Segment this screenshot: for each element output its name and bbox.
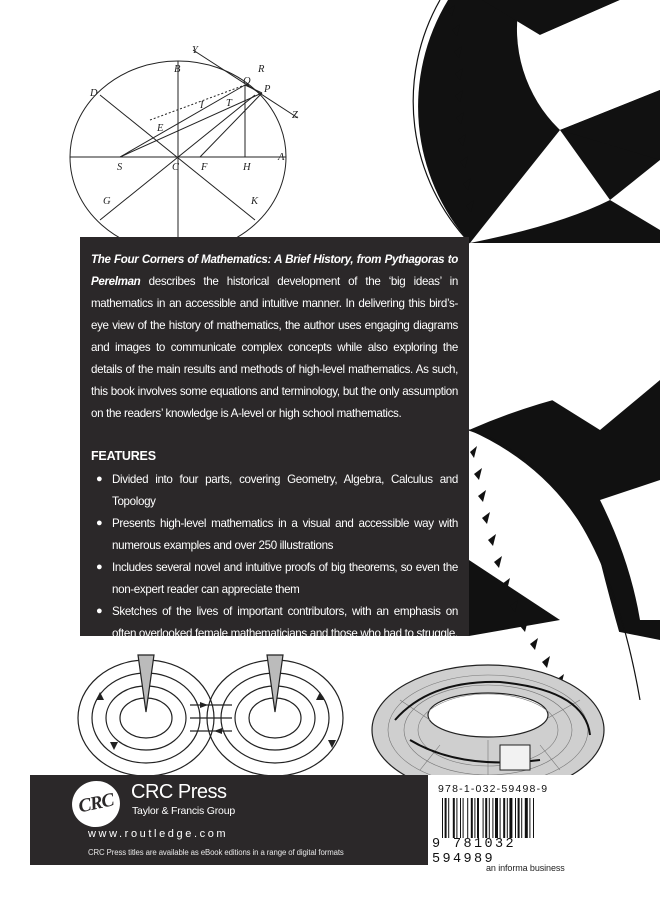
barcode-bar <box>467 798 468 838</box>
barcode-bar <box>500 798 501 838</box>
diagram-label: F <box>201 162 208 173</box>
diagram-label: R <box>258 64 265 75</box>
informa-tagline: an informa business <box>486 863 565 873</box>
barcode-bar <box>471 798 473 838</box>
diagram-label: I <box>200 100 204 111</box>
barcode-bar <box>507 798 508 838</box>
diagram-label: H <box>243 162 251 173</box>
bullet-icon: ● <box>96 517 103 529</box>
barcode-bar <box>509 798 512 838</box>
barcode-bar <box>518 798 520 838</box>
bullet-icon: ● <box>96 605 103 617</box>
barcode-bar <box>442 798 443 838</box>
isbn-barcode <box>428 775 570 867</box>
feature-item <box>91 513 458 556</box>
barcode-bar <box>477 798 479 838</box>
ellipse-diagram <box>70 50 298 253</box>
diagram-label: A <box>278 152 285 163</box>
publisher-name: CRC Press <box>131 781 227 803</box>
barcode-bar <box>529 798 530 838</box>
feature-item <box>91 601 458 644</box>
barcode-bar <box>485 798 487 838</box>
feature-item <box>91 469 458 512</box>
crc-logo <box>68 777 125 832</box>
knot-diagram <box>78 655 343 776</box>
ebook-note: CRC Press titles are available as eBook editions in a range of digital formats <box>88 848 344 857</box>
barcode-bar <box>460 798 461 838</box>
diagram-label: T <box>226 98 232 109</box>
book-description <box>91 249 458 425</box>
barcode-bar <box>445 798 447 838</box>
features-heading: FEATURES <box>91 449 156 463</box>
bullet-icon: ● <box>96 561 103 573</box>
feature-item <box>91 557 458 600</box>
description-text: describes the historical development of the ‘big ideas’ in mathematics in an accessible and intuitive manner. In delivering this bird’s-eye view of the history of mathematics, the author uses engaging diagrams and images to communicate complex concepts while also exploring the details of the main results and methods of high-level mathematics. As such, this book involves some equations and terminology, but the only assumption on the readers’ knowledge is A-level or high school mathematics. <box>91 275 458 420</box>
feature-text: Includes several novel and intuitive proofs of big theorems, so even the non-expert reader can appreciate them <box>112 561 458 596</box>
bullet-icon: ● <box>96 473 103 485</box>
barcode-bar <box>533 798 534 838</box>
diagram-label: K <box>251 196 259 207</box>
features-list <box>91 469 458 644</box>
barcode-bar <box>503 798 505 838</box>
diagram-labels <box>89 45 298 207</box>
diagram-label: G <box>103 196 111 207</box>
feature-text: Divided into four parts, covering Geometry, Algebra, Calculus and Topology <box>112 473 458 508</box>
feature-text: Sketches of the lives of important contributors, with an emphasis on often overlooked female mathematicians and those who had to struggle. <box>112 605 458 640</box>
barcode-bar <box>448 798 449 838</box>
diagram-label: E <box>157 123 164 134</box>
ean-number: 9 781032 594989 <box>432 837 517 867</box>
diagram-label: B <box>174 64 181 75</box>
barcode-bar <box>495 798 498 838</box>
diagram-label: Z <box>292 110 298 121</box>
barcode-bar <box>474 798 475 838</box>
feature-text: Presents high-level mathematics in a visual and accessible way with numerous examples and over 250 illustrations <box>112 517 458 552</box>
barcode-bar <box>483 798 484 838</box>
isbn-number: 978-1-032-59498-9 <box>438 783 549 795</box>
barcode-bar <box>515 798 516 838</box>
barcode-bar <box>525 798 528 838</box>
barcode-bar <box>492 798 493 838</box>
barcode-bar <box>489 798 490 838</box>
diagram-label: P <box>264 84 271 95</box>
diagram-label: Y <box>192 45 198 56</box>
barcode-bar <box>453 798 455 838</box>
diagram-label: S <box>117 162 123 173</box>
description-panel <box>80 237 469 640</box>
diagram-label: Q <box>243 76 251 87</box>
publisher-group: Taylor & Francis Group <box>132 805 235 817</box>
barcode-bar <box>521 798 522 838</box>
publisher-url[interactable]: www.routledge.com <box>88 828 229 840</box>
barcode-bar <box>463 798 464 838</box>
logo-text: CRC <box>76 789 116 818</box>
barcode-bars <box>442 798 560 838</box>
barcode-bar <box>456 798 457 838</box>
publisher-footer <box>30 775 428 865</box>
book-title: The Four Corners of Mathematics: A Brief History, from Pythagoras to Perelman <box>91 253 458 288</box>
diagram-label: C <box>172 162 180 173</box>
diagram-label: D <box>90 88 98 99</box>
